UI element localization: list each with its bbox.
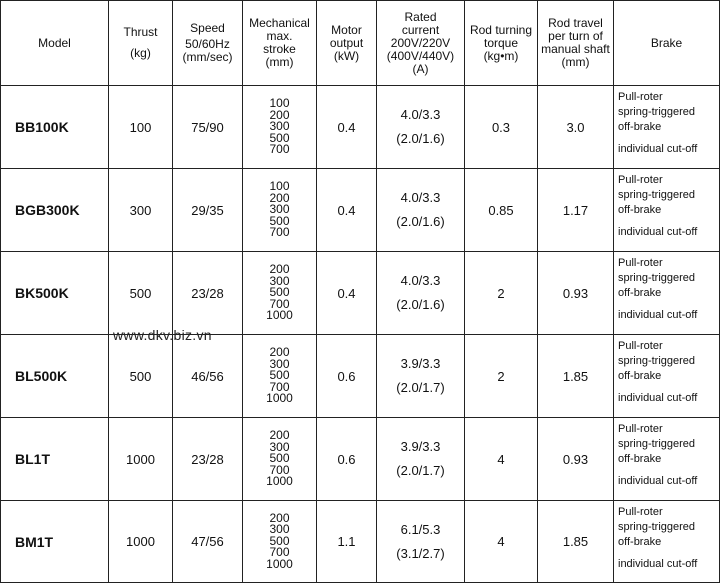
cell-speed: 23/28 [173,418,243,501]
strokes-value: 500 [269,285,290,300]
brake-line: individual cut-off [618,475,698,487]
current-value: 6.1/5.3 [400,521,441,537]
cell-stroke [243,169,317,252]
cell-torque: 2 [465,335,538,418]
strokes-value: 700 [269,225,290,240]
current-value: (2.0/1.6) [396,214,445,229]
brake-line: Pull-roter [618,506,663,518]
strokes-value: 500 [269,130,290,145]
table-row [1,252,720,335]
brake-line: Pull-roter [618,91,663,103]
brake-line: spring-triggered [618,521,696,533]
cell-model: BGB300K [1,169,109,252]
strokes-value: 100 [269,96,290,111]
current-value: 3.9/3.3 [400,356,441,371]
cell-torque: 0.3 [465,86,538,169]
strokes-value: 700 [269,379,290,394]
cell-current [377,335,465,418]
strokes-value: 1000 [266,556,293,571]
cell-travel: 0.93 [538,252,614,335]
brake-gap [618,135,719,142]
cell-thrust: 500 [109,335,173,418]
cell-brake [614,169,720,252]
strokes-value: 1000 [266,308,293,323]
brake-line: off-brake [618,370,662,382]
brake-gap [618,467,719,474]
header-stroke: Mechanical max. stroke (mm) [243,1,317,86]
cell-current [377,169,465,252]
strokes-value: 700 [269,545,290,560]
cell-model: BM1T [1,501,109,583]
table-row [1,335,720,418]
brake-line: off-brake [618,121,662,133]
strokes-value: 200 [269,345,290,360]
current-value: (2.0/1.7) [396,380,445,395]
header-model: Model [1,1,109,86]
table-body [1,86,720,583]
cell-motor: 1.1 [317,501,377,583]
brake-line: Pull-roter [618,174,663,186]
cell-stroke [243,252,317,335]
brake-line: individual cut-off [618,143,698,155]
cell-model: BL1T [1,418,109,501]
strokes-value: 200 [269,262,290,277]
header-speed: Speed 50/60Hz (mm/sec) [173,1,243,86]
cell-speed: 75/90 [173,86,243,169]
cell-model: BK500K [1,252,109,335]
brake-line: spring-triggered [618,106,696,118]
strokes-value: 300 [269,119,290,134]
header-thrust: Thrust (kg) [109,1,173,86]
strokes-value: 200 [269,428,290,443]
header-row [1,1,720,86]
cell-travel: 1.85 [538,501,614,583]
cell-motor: 0.4 [317,252,377,335]
table-row [1,169,720,252]
cell-motor: 0.6 [317,335,377,418]
cell-thrust: 1000 [109,418,173,501]
brake-line: off-brake [618,204,662,216]
strokes-value: 500 [269,451,290,466]
table-row [1,418,720,501]
brake-line: spring-triggered [618,438,696,450]
cell-brake [614,418,720,501]
strokes-value: 700 [269,296,290,311]
cell-torque: 0.85 [465,169,538,252]
brake-line: off-brake [618,453,662,465]
brake-line: individual cut-off [618,392,698,404]
cell-motor: 0.4 [317,86,377,169]
cell-model: BB100K [1,86,109,169]
current-value: (2.0/1.7) [396,463,445,478]
cell-travel: 3.0 [538,86,614,169]
cell-speed: 47/56 [173,501,243,583]
current-value: (2.0/1.6) [396,297,445,312]
current-value: 4.0/3.3 [400,273,441,288]
cell-speed: 46/56 [173,335,243,418]
current-value: 4.0/3.3 [400,190,441,205]
strokes-value: 1000 [266,474,293,489]
cell-brake [614,252,720,335]
brake-line: spring-triggered [618,272,696,284]
brake-gap [618,550,719,557]
strokes-value: 300 [269,356,290,371]
current-value: 3.9/3.3 [400,439,441,454]
strokes-value: 300 [269,522,290,537]
cell-travel: 1.85 [538,335,614,418]
brake-gap [618,218,719,225]
cell-torque: 4 [465,501,538,583]
brake-line: off-brake [618,287,662,299]
header-torque: Rod turning torque (kg•m) [465,1,538,86]
cell-motor: 0.6 [317,418,377,501]
strokes-value: 200 [269,107,290,122]
current-value: (2.0/1.6) [396,131,445,146]
header-brake: Brake [614,1,720,86]
table-row [1,501,720,583]
cell-torque: 2 [465,252,538,335]
cell-motor: 0.4 [317,169,377,252]
strokes-value: 100 [269,179,290,194]
cell-stroke [243,86,317,169]
cell-thrust: 1000 [109,501,173,583]
brake-line: Pull-roter [618,423,663,435]
brake-line: individual cut-off [618,558,698,570]
header-travel: Rod travel per turn of manual shaft (mm) [538,1,614,86]
cell-brake [614,86,720,169]
cell-current [377,501,465,583]
strokes-value: 500 [269,533,290,548]
brake-line: off-brake [618,536,662,548]
strokes-value: 300 [269,202,290,217]
current-value: (3.1/2.7) [396,545,445,561]
strokes-value: 300 [269,439,290,454]
cell-thrust: 300 [109,169,173,252]
cell-stroke [243,418,317,501]
strokes-value: 700 [269,142,290,157]
cell-speed: 23/28 [173,252,243,335]
cell-speed: 29/35 [173,169,243,252]
brake-gap [618,301,719,308]
brake-line: spring-triggered [618,189,696,201]
cell-travel: 1.17 [538,169,614,252]
strokes-value: 500 [269,368,290,383]
strokes-value: 1000 [266,391,293,406]
brake-gap [618,384,719,391]
brake-line: spring-triggered [618,355,696,367]
current-value: 4.0/3.3 [400,107,441,122]
cell-brake [614,501,720,583]
strokes-value: 700 [269,462,290,477]
cell-current [377,252,465,335]
watermark-text: www.dkv.biz.vn [113,327,212,343]
cell-brake [614,335,720,418]
cell-current [377,86,465,169]
cell-stroke [243,335,317,418]
cell-stroke [243,501,317,583]
strokes-value: 500 [269,213,290,228]
cell-torque: 4 [465,418,538,501]
strokes-value: 300 [269,273,290,288]
strokes-value: 200 [269,510,290,525]
brake-line: Pull-roter [618,257,663,269]
header-current: Rated current 200V/220V (400V/440V) (A) [377,1,465,86]
cell-model: BL500K [1,335,109,418]
table-row [1,86,720,169]
cell-thrust: 100 [109,86,173,169]
brake-line: Pull-roter [618,340,663,352]
header-motor: Motor output (kW) [317,1,377,86]
brake-line: individual cut-off [618,309,698,321]
cell-travel: 0.93 [538,418,614,501]
cell-thrust: 500 [109,252,173,335]
cell-current [377,418,465,501]
strokes-value: 200 [269,190,290,205]
brake-line: individual cut-off [618,226,698,238]
